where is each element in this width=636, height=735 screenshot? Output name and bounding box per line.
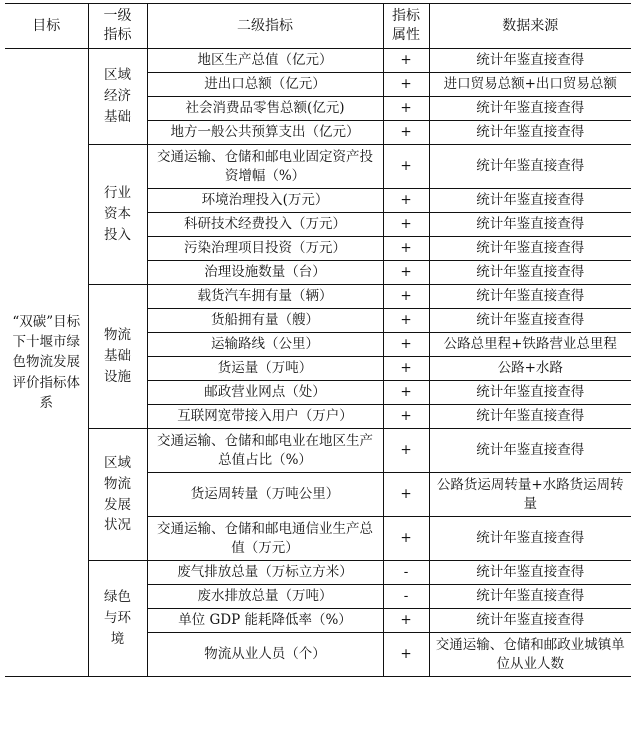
header-goal: 目标 — [5, 4, 88, 49]
indicator-cell: 单位 GDP 能耗降低率（%） — [147, 609, 383, 633]
table-row — [5, 429, 631, 473]
indicator-table — [5, 3, 631, 677]
source-cell: 统计年鉴直接查得 — [429, 213, 631, 237]
source-cell: 交通运输、仓储和邮政业城镇单位从业人数 — [429, 633, 631, 677]
indicator-cell: 交通运输、仓储和邮电业在地区生产总值占比（%） — [147, 429, 383, 473]
attribute-cell: + — [383, 357, 429, 381]
header-level1: 一级 指标 — [88, 4, 147, 49]
source-cell: 公路货运周转量+水路货运周转量 — [429, 473, 631, 517]
indicator-cell: 货船拥有量（艘） — [147, 309, 383, 333]
source-cell: 公路+水路 — [429, 357, 631, 381]
source-cell: 统计年鉴直接查得 — [429, 585, 631, 609]
indicator-cell: 进出口总额（亿元） — [147, 73, 383, 97]
level1-cell: 区域经济基础 — [88, 49, 147, 145]
source-cell: 统计年鉴直接查得 — [429, 405, 631, 429]
attribute-cell: + — [383, 49, 429, 73]
table-row — [5, 49, 631, 73]
source-cell: 进口贸易总额+出口贸易总额 — [429, 73, 631, 97]
level1-cell: 行业资本投入 — [88, 145, 147, 285]
source-cell: 统计年鉴直接查得 — [429, 189, 631, 213]
indicator-cell: 治理设施数量（台） — [147, 261, 383, 285]
attribute-cell: + — [383, 381, 429, 405]
source-cell: 统计年鉴直接查得 — [429, 429, 631, 473]
source-cell: 统计年鉴直接查得 — [429, 309, 631, 333]
level1-cell: 物流基础设施 — [88, 285, 147, 429]
attribute-cell: + — [383, 189, 429, 213]
table-row — [5, 285, 631, 309]
header-attr: 指标 属性 — [383, 4, 429, 49]
attribute-cell: + — [383, 73, 429, 97]
source-cell: 统计年鉴直接查得 — [429, 517, 631, 561]
indicator-cell: 废水排放总量（万吨） — [147, 585, 383, 609]
source-cell: 统计年鉴直接查得 — [429, 237, 631, 261]
source-cell: 公路总里程+铁路营业总里程 — [429, 333, 631, 357]
table-row — [5, 561, 631, 585]
indicator-cell: 污染治理项目投资（万元） — [147, 237, 383, 261]
attribute-cell: - — [383, 585, 429, 609]
indicator-cell: 互联网宽带接入用户（万户） — [147, 405, 383, 429]
indicator-cell: 载货汽车拥有量（辆） — [147, 285, 383, 309]
indicator-cell: 邮政营业网点（处） — [147, 381, 383, 405]
indicator-cell: 货运周转量（万吨公里） — [147, 473, 383, 517]
indicator-cell: 地方一般公共预算支出（亿元） — [147, 121, 383, 145]
attribute-cell: + — [383, 285, 429, 309]
indicator-cell: 地区生产总值（亿元） — [147, 49, 383, 73]
indicator-cell: 物流从业人员（个） — [147, 633, 383, 677]
table-row — [5, 145, 631, 189]
source-cell: 统计年鉴直接查得 — [429, 49, 631, 73]
source-cell: 统计年鉴直接查得 — [429, 561, 631, 585]
indicator-cell: 社会消费品零售总额(亿元) — [147, 97, 383, 121]
attribute-cell: + — [383, 237, 429, 261]
attribute-cell: + — [383, 309, 429, 333]
indicator-cell: 运输路线（公里） — [147, 333, 383, 357]
indicator-cell: 交通运输、仓储和邮电业固定资产投资增幅（%） — [147, 145, 383, 189]
attribute-cell: + — [383, 261, 429, 285]
attribute-cell: + — [383, 121, 429, 145]
attribute-cell: + — [383, 609, 429, 633]
attribute-cell: + — [383, 473, 429, 517]
indicator-cell: 环境治理投入(万元） — [147, 189, 383, 213]
attribute-cell: + — [383, 405, 429, 429]
indicator-cell: 货运量（万吨） — [147, 357, 383, 381]
attribute-cell: + — [383, 633, 429, 677]
attribute-cell: + — [383, 213, 429, 237]
header-source: 数据来源 — [429, 4, 631, 49]
source-cell: 统计年鉴直接查得 — [429, 609, 631, 633]
goal-cell: “双碳”目标下十堰市绿色物流发展评价指标体系 — [5, 49, 88, 677]
header-level2: 二级指标 — [147, 4, 383, 49]
attribute-cell: + — [383, 145, 429, 189]
source-cell: 统计年鉴直接查得 — [429, 145, 631, 189]
level1-cell: 区域物流发展状况 — [88, 429, 147, 561]
attribute-cell: + — [383, 97, 429, 121]
attribute-cell: + — [383, 333, 429, 357]
attribute-cell: + — [383, 429, 429, 473]
source-cell: 统计年鉴直接查得 — [429, 97, 631, 121]
indicator-cell: 科研技术经费投入（万元） — [147, 213, 383, 237]
indicator-cell: 废气排放总量（万标立方米） — [147, 561, 383, 585]
source-cell: 统计年鉴直接查得 — [429, 285, 631, 309]
indicator-table-container — [5, 3, 631, 677]
source-cell: 统计年鉴直接查得 — [429, 381, 631, 405]
source-cell: 统计年鉴直接查得 — [429, 121, 631, 145]
indicator-cell: 交通运输、仓储和邮电通信业生产总值（万元） — [147, 517, 383, 561]
attribute-cell: - — [383, 561, 429, 585]
indicator-table-body — [5, 49, 631, 677]
attribute-cell: + — [383, 517, 429, 561]
source-cell: 统计年鉴直接查得 — [429, 261, 631, 285]
header-row — [5, 4, 631, 49]
level1-cell: 绿色与环境 — [88, 561, 147, 677]
